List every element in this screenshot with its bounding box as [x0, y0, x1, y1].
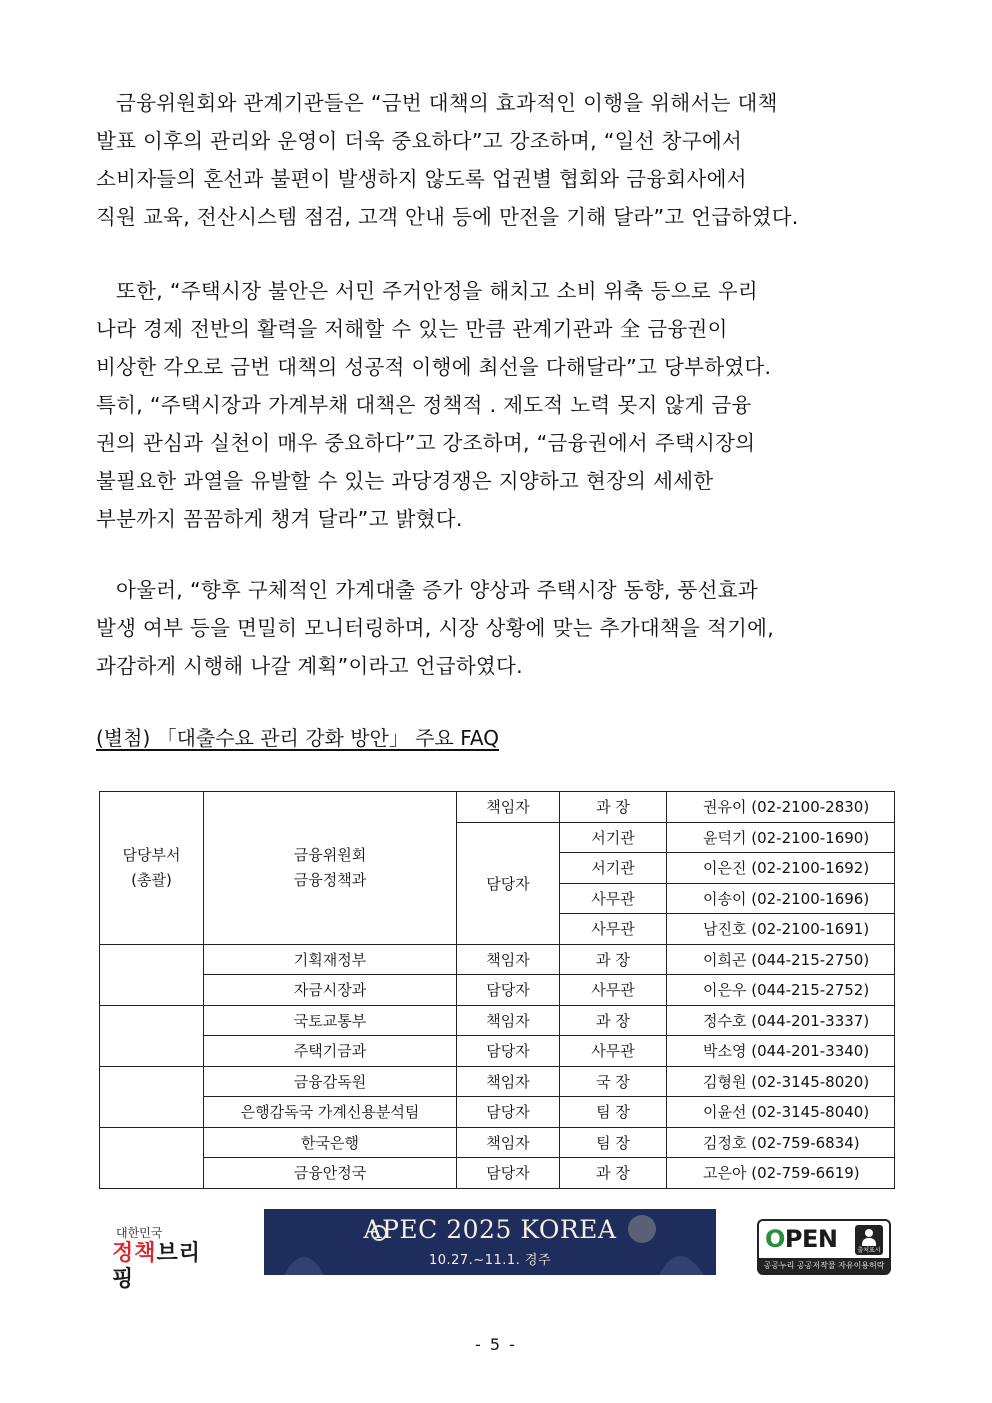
- text-line: 과감하게 시행해 나갈 계획”이라고 언급하였다.: [96, 654, 523, 678]
- apec-date: 10.27.~11.1. 경주: [428, 1253, 552, 1268]
- role-cell: 담당자: [457, 1097, 560, 1128]
- position-cell: 사무관: [560, 914, 667, 945]
- text-line: 권의 관심과 실천이 매우 중요하다”고 강조하며, “금융권에서 주택시장의: [96, 431, 756, 455]
- table-row: [100, 1097, 895, 1128]
- logo-dark-text: 브리핑: [112, 1241, 202, 1292]
- position-cell: 국 장: [560, 1066, 667, 1097]
- person-cell: 이희곤 (044-215-2750): [667, 944, 895, 975]
- dept-label: 담당부서: [122, 845, 181, 864]
- table-row: [100, 975, 895, 1006]
- attachment-title: (별첨) 「대출수요 관리 강화 방안」 주요 FAQ: [96, 726, 499, 750]
- text-line: 아울러, “향후 구체적인 가계대출 증가 양상과 주택시장 동향, 풍선효과: [116, 578, 758, 602]
- paragraph-2: [96, 272, 896, 538]
- org-division: 은행감독국 가계신용분석팀: [204, 1097, 457, 1128]
- person-cell: 이은진 (02-2100-1692): [667, 853, 895, 884]
- dept-cell-empty: [100, 1066, 204, 1127]
- kogl-label: 공공누리 공공저작물 자유이용허락: [759, 1258, 889, 1273]
- position-cell: 서기관: [560, 853, 667, 884]
- role-cell: 책임자: [457, 1066, 560, 1097]
- position-cell: 서기관: [560, 822, 667, 853]
- person-cell: 이송이 (02-2100-1696): [667, 883, 895, 914]
- logo-big-text: [112, 1241, 222, 1293]
- text-line: 금융위원회와 관계기관들은 “금번 대책의 효과적인 이행을 위해서는 대책: [116, 91, 778, 115]
- org-name: 금융위원회: [293, 845, 367, 864]
- text-line: 또한, “주택시장 불안은 서민 주거안정을 해치고 소비 위축 등으로 우리: [116, 279, 758, 303]
- table-row: [100, 1158, 895, 1189]
- role-cell: 책임자: [457, 944, 560, 975]
- text-line: 부분까지 꼼꼼하게 챙겨 달라”고 밝혔다.: [96, 507, 463, 531]
- dept-cell-empty: [100, 1005, 204, 1066]
- paragraph-3: [96, 571, 896, 685]
- position-cell: 팀 장: [560, 1127, 667, 1158]
- position-cell: 팀 장: [560, 1097, 667, 1128]
- dept-cell-empty: [100, 1127, 204, 1188]
- paragraph-1: [96, 84, 896, 236]
- position-cell: 사무관: [560, 883, 667, 914]
- apec-title: APEC 2025 KOREA: [363, 1215, 617, 1244]
- apec-banner: [264, 1209, 716, 1275]
- position-cell: 과 장: [560, 1158, 667, 1189]
- person-cell: 김형원 (02-3145-8020): [667, 1066, 895, 1097]
- person-cell: 고은아 (02-759-6619): [667, 1158, 895, 1189]
- text-line: 직원 교육, 전산시스템 점검, 고객 안내 등에 만전을 기해 달라”고 언급하였다.: [96, 205, 799, 229]
- open-logo-text: [765, 1225, 837, 1253]
- role-cell: 담당자: [457, 975, 560, 1006]
- table-row: [100, 1066, 895, 1097]
- person-cell: 이윤선 (02-3145-8040): [667, 1097, 895, 1128]
- org-name: 국토교통부: [204, 1005, 457, 1036]
- position-cell: 과 장: [560, 944, 667, 975]
- logo-small-text: 대한민국: [116, 1226, 163, 1240]
- text-line: 불필요한 과열을 유발할 수 있는 과당경쟁은 지양하고 현장의 세세한: [96, 469, 714, 493]
- position-cell: 과 장: [560, 792, 667, 823]
- kogl-open-badge: [757, 1219, 891, 1275]
- person-cell: 박소영 (044-201-3340): [667, 1036, 895, 1067]
- open-logo-pen: PEN: [784, 1225, 838, 1253]
- role-cell: 책임자: [457, 1005, 560, 1036]
- position-cell: 사무관: [560, 1036, 667, 1067]
- text-line: 나라 경제 전반의 활력을 저해할 수 있는 만큼 관계기관과 全 금융권이: [96, 317, 728, 341]
- table-row: [100, 944, 895, 975]
- text-line: 특히, “주택시장과 가계부채 대책은 정책적 . 제도적 노력 못지 않게 금융: [96, 393, 752, 417]
- table-row: [100, 792, 895, 823]
- table-row: [100, 1127, 895, 1158]
- person-cell: 윤덕기 (02-2100-1690): [667, 822, 895, 853]
- attribution-icon: [855, 1225, 883, 1255]
- open-logo-o: O: [765, 1225, 785, 1253]
- position-cell: 과 장: [560, 1005, 667, 1036]
- org-name: 한국은행: [204, 1127, 457, 1158]
- policy-briefing-logo: [112, 1224, 222, 1292]
- position-cell: 사무관: [560, 975, 667, 1006]
- person-cell: 김정호 (02-759-6834): [667, 1127, 895, 1158]
- dept-cell: [100, 792, 204, 945]
- org-division: 주택기금과: [204, 1036, 457, 1067]
- person-cell: 이은우 (044-215-2752): [667, 975, 895, 1006]
- org-division: 금융정책과: [293, 870, 367, 889]
- text-line: 소비자들의 혼선과 불편이 발생하지 않도록 업권별 협회와 금융회사에서: [96, 167, 747, 191]
- role-cell: 담당자: [457, 1158, 560, 1189]
- page-number: - 5 -: [475, 1335, 517, 1354]
- org-name: 금융감독원: [204, 1066, 457, 1097]
- logo-red-text: 정책: [112, 1241, 157, 1266]
- person-cell: 남진호 (02-2100-1691): [667, 914, 895, 945]
- role-cell: 담당자: [457, 1036, 560, 1067]
- attribution-caption: 출처표시: [857, 1247, 881, 1254]
- role-cell: 책임자: [457, 1127, 560, 1158]
- org-division: 자금시장과: [204, 975, 457, 1006]
- org-cell: [204, 792, 457, 945]
- dept-cell-empty: [100, 944, 204, 1005]
- text-line: 발생 여부 등을 면밀히 모니터링하며, 시장 상황에 맞는 추가대책을 적기에,: [96, 616, 775, 640]
- table-row: [100, 1036, 895, 1067]
- org-name: 기획재정부: [204, 944, 457, 975]
- person-cell: 정수호 (044-201-3337): [667, 1005, 895, 1036]
- role-cell: 담당자: [457, 822, 560, 944]
- person-cell: 권유이 (02-2100-2830): [667, 792, 895, 823]
- contacts-table: [99, 791, 895, 1189]
- role-cell: 책임자: [457, 792, 560, 823]
- table-row: [100, 1005, 895, 1036]
- org-division: 금융안정국: [204, 1158, 457, 1189]
- dept-sublabel: (총괄): [131, 870, 172, 889]
- text-line: 발표 이후의 관리와 운영이 더욱 중요하다”고 강조하며, “일선 창구에서: [96, 129, 743, 153]
- text-line: 비상한 각오로 금번 대책의 성공적 이행에 최선을 다해달라”고 당부하였다.: [96, 355, 772, 379]
